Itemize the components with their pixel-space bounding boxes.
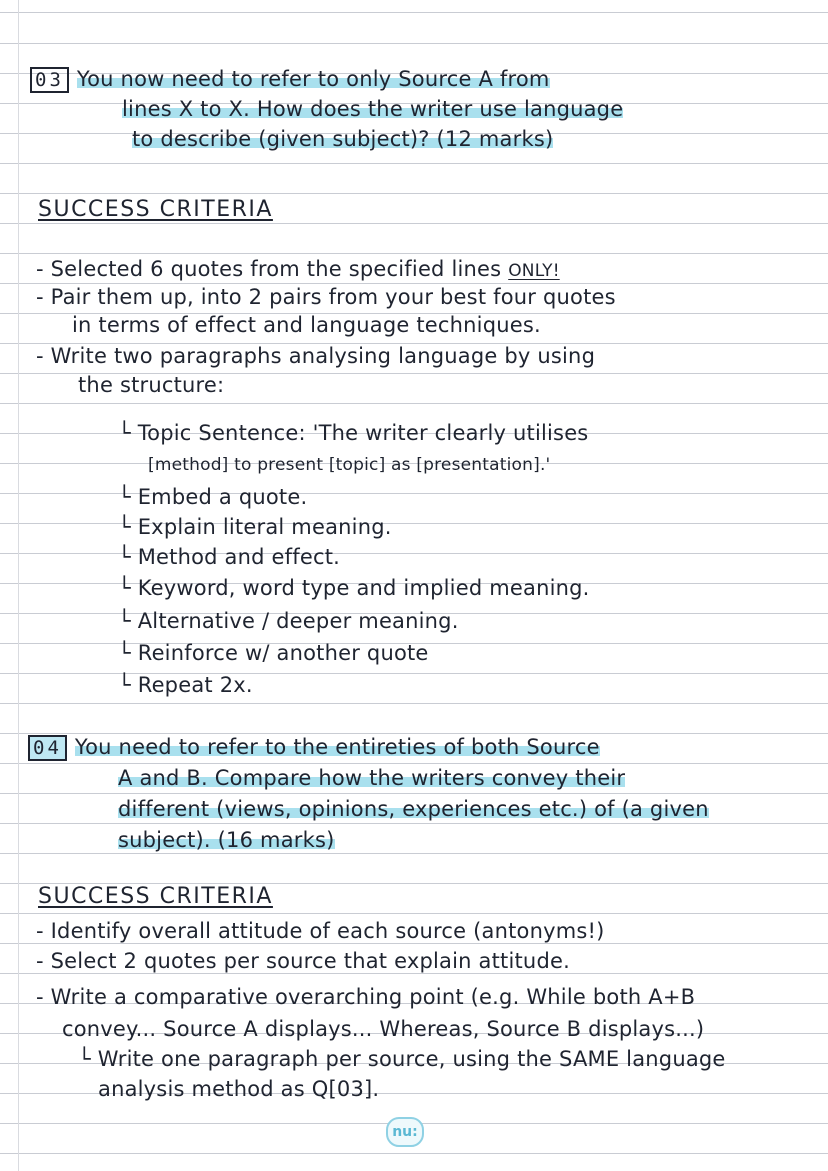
sc1-only: ONLY! — [508, 261, 560, 281]
sc1-step-1: └ Topic Sentence: 'The writer clearly utilises — [118, 421, 589, 445]
sc1-text-1: - Selected 6 quotes from the specified lines — [36, 257, 502, 281]
q04-text-4: subject). (16 marks) — [118, 828, 335, 852]
sc1-step-2: └ Embed a quote. — [118, 485, 308, 509]
sc2-line-2: - Select 2 quotes per source that explain attitude. — [36, 949, 570, 973]
sc1-line-2: - Pair them up, into 2 pairs from your best four quotes — [36, 285, 616, 309]
sc1-line-5: the structure: — [78, 373, 225, 397]
sc1-line-3: in terms of effect and language techniques. — [72, 313, 541, 337]
sc1-step-5: └ Keyword, word type and implied meaning. — [118, 576, 590, 600]
q03-line-2 — [122, 96, 623, 122]
q04-text-2: A and B. Compare how the writers convey their — [118, 766, 626, 790]
q03-text-2: lines X to X. How does the writer use language — [122, 97, 624, 121]
q03-number-box: 03 — [30, 67, 69, 93]
sc1-line-4: - Write two paragraphs analysing language by using — [36, 344, 596, 368]
q04-line-1 — [28, 734, 600, 761]
sc1-step-1b: [method] to present [topic] as [presentation].' — [148, 455, 551, 475]
q03-text-1: You now need to refer to only Source A from — [76, 67, 550, 91]
q04-text-3: different (views, opinions, experiences etc.) of (a given — [118, 797, 709, 821]
sc1-step-6: └ Alternative / deeper meaning. — [118, 609, 459, 633]
sc1-step-8: └ Repeat 2x. — [118, 673, 253, 697]
sc2-line-1: - Identify overall attitude of each source (antonyms!) — [36, 919, 605, 943]
sc2-line-5: └ Write one paragraph per source, using the SAME language — [78, 1047, 726, 1071]
sc1-step-4: └ Method and effect. — [118, 545, 341, 569]
q03-text-3: to describe (given subject)? (12 marks) — [132, 127, 554, 151]
q04-line-3 — [118, 796, 709, 822]
sc1-line-1 — [36, 256, 560, 284]
sc2-heading: SUCCESS CRITERIA — [38, 884, 273, 909]
q04-line-4 — [118, 827, 335, 853]
q04-line-2 — [118, 765, 625, 791]
q03-line-3 — [132, 126, 553, 152]
sc1-step-3: └ Explain literal meaning. — [118, 515, 392, 539]
sc2-line-4: convey... Source A displays... Whereas, Source B displays...) — [62, 1017, 705, 1041]
q03-line-1 — [30, 66, 550, 93]
sc1-heading: SUCCESS CRITERIA — [38, 197, 273, 222]
sc2-line-6: analysis method as Q[03]. — [98, 1077, 380, 1101]
margin-rule — [18, 0, 19, 1171]
q04-text-1: You need to refer to the entireties of both Source — [74, 735, 600, 759]
sc2-line-3: - Write a comparative overarching point (e.g. While both A+B — [36, 985, 696, 1009]
q04-number-box: 04 — [28, 735, 67, 761]
app-logo: nu: — [386, 1117, 424, 1147]
sc1-step-7: └ Reinforce w/ another quote — [118, 641, 429, 665]
